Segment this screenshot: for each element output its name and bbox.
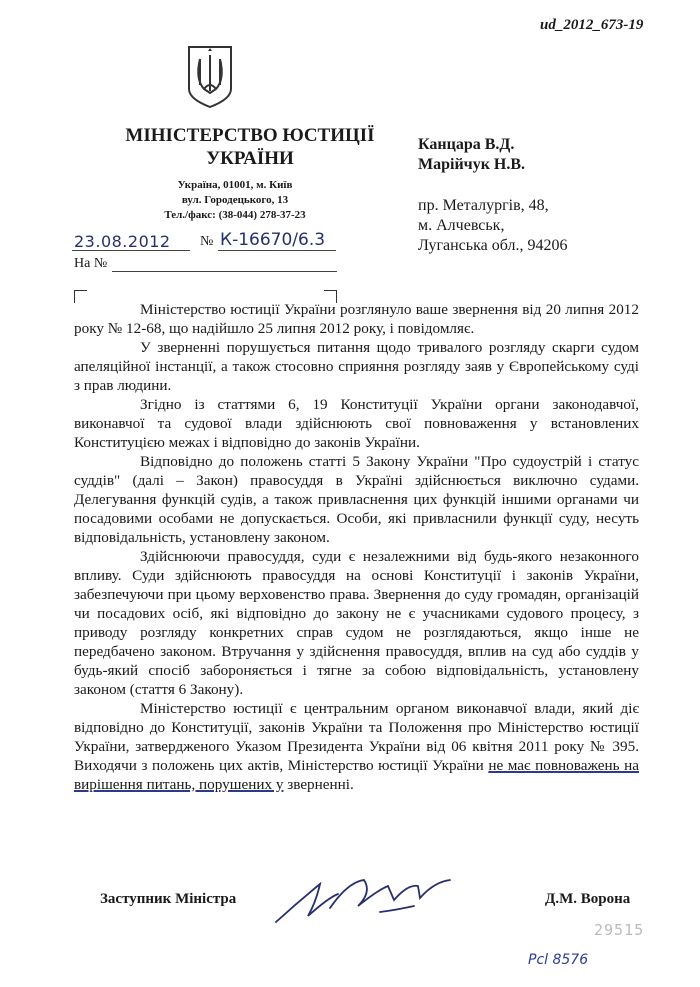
ministry-name — [70, 124, 430, 170]
paragraph-6 — [74, 699, 639, 794]
ministry-address-line2: вул. Городецького, 13 — [181, 194, 289, 206]
paragraph-6-underlined: не має повноважень на вирішення питань, порушених у — [74, 757, 640, 793]
ministry-name-line2: УКРАЇНИ — [206, 148, 294, 169]
reference-number-label: На № — [74, 256, 108, 271]
trident-emblem-icon — [186, 45, 234, 109]
reference-number-line — [112, 271, 337, 272]
date-line — [72, 250, 190, 251]
ministry-name-line1: МІНІСТЕРСТВО ЮСТИЦІЇ — [125, 125, 375, 146]
ministry-phone: Тел./факс: (38-044) 278-37-23 — [164, 209, 306, 221]
recipient-name-1: Канцара В.Д. — [418, 136, 515, 153]
stamp-number: 29515 — [594, 921, 645, 939]
registration-date: 23.08.2012 — [74, 232, 171, 251]
recipient-names — [418, 135, 525, 175]
handwritten-signature — [268, 872, 468, 930]
recipient-address — [418, 196, 567, 256]
paragraph-2: У зверненні порушується питання щодо тривалого розгляду скарги судом апеляційної інстанції, а також стосовно сприяння розгляду заяв у Європейському суді з прав людини. — [74, 339, 639, 394]
registration-number-label: № — [200, 234, 214, 249]
paragraph-4: Відповідно до положень статті 5 Закону України "Про судоустрій і статус суддів" (далі – Закон) правосуддя в Україні здійснюється виключно судами. Делегування функцій судів, а також привласнення цих функцій іншими органами чи посадовими особами не допускається. Особи, які привласнили функції суду, несуть відповідальність, установлену законом. — [74, 453, 639, 546]
recipient-name-2: Марійчук Н.В. — [418, 156, 526, 173]
document-id: ud_2012_673-19 — [540, 17, 644, 33]
recipient-address-line1: пр. Металургів, 48, — [418, 197, 549, 214]
recipient-address-line3: Луганська обл., 94206 — [418, 237, 568, 254]
number-line — [218, 250, 336, 251]
paragraph-1: Міністерство юстиції України розглянуло ваше звернення від 20 липня 2012 року № 12-68, що надійшло 25 липня 2012 року, і повідомляє. — [74, 301, 639, 337]
paragraph-5: Здійснюючи правосуддя, суди є незалежними від будь-якого незаконного впливу. Суди здійснюють правосуддя на основі Конституції і законів України, забезпечуючи при цьому верховенство права. Звернення до суду громадян, організацій чи посадових осіб, які відповідно до закону не є учасниками судового процесу, з приводу розгляду конкретних справ судом не розглядаються, якщо інше не передбачено законом. Втручання у здійснення правосуддя, вплив на суд або суддів у будь-який спосіб забороняється і тягне за собою відповідальність, установлену законом (стаття 6 Закону). — [74, 548, 639, 698]
signatory-name: Д.М. Ворона — [545, 891, 631, 907]
ministry-address — [120, 178, 350, 223]
registration-number: К-16670/6.3 — [220, 230, 326, 250]
recipient-address-line2: м. Алчевськ, — [418, 217, 505, 234]
letter-body — [74, 300, 639, 794]
registration-handwritten: Pcl 8576 — [528, 952, 589, 968]
paragraph-6-start: Міністерство юстиції є центральним органом виконавчої влади, який діє відповідно до Конституції, законів України та Положення про Міністерство юстиції України, затвердженого Указом Президента України від 06 квітня 2011 року № 395. Виходячи з положень цих актів, Міністерство юстиції України — [74, 700, 639, 774]
signatory-title: Заступник Міністра — [100, 891, 237, 907]
paragraph-3: Згідно із статтями 6, 19 Конституції України органи законодавчої, виконавчої та судової влади здійснюють свої повноваження у встановлених Конституцією межах і відповідно до законів України. — [74, 396, 639, 451]
ministry-address-line1: Україна, 01001, м. Київ — [177, 179, 293, 191]
paragraph-6-end: зверненні. — [283, 776, 354, 793]
